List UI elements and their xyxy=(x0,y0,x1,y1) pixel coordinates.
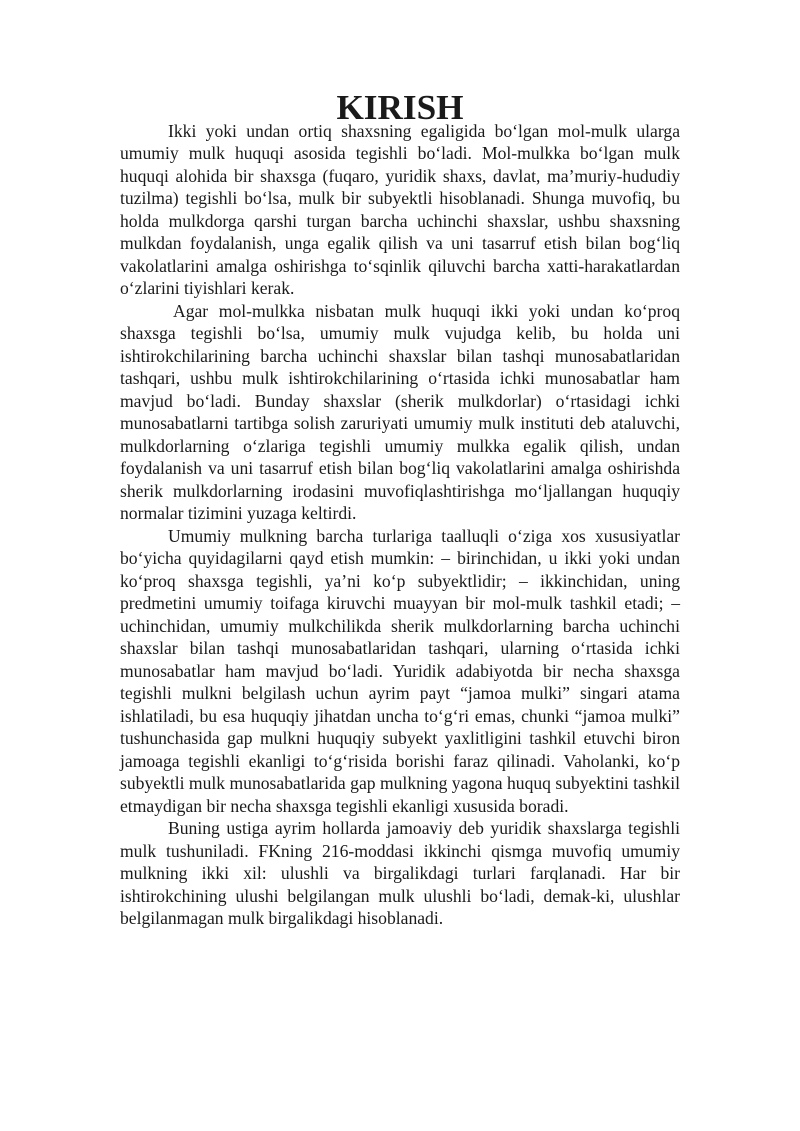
paragraph-2: Agar mol-mulkka nisbatan mulk huquqi ikki yoki undan ko‘proq shaxsga tegishli bo‘lsa, umumiy mulk vujudga kelib, bu holda uni ishtirokchilarining barcha uchinchi shaxslar bilan tashqi munosabatlaridan tashqari, ushbu mulk ishtirokchilarining o‘rtasida ichki munosabatlar ham mavjud bo‘ladi. Bunday shaxslar (sherik mulkdorlar) o‘rtasidagi ichki munosabatlarni tartibga solish zaruriyati umumiy mulk instituti deb ataluvchi, mulkdorlarning o‘zlariga tegishli umumiy mulkka egalik qilish, undan foydalanish va uni tasarruf etish bilan bog‘liq vakolatlarini amalga oshirishda sherik mulkdorlarning irodasini muvofiqlashtirishga mo‘ljallangan huquqiy normalar tizimini yuzaga keltirdi. xyxy=(120,300,680,523)
paragraph-4: Buning ustiga ayrim hollarda jamoaviy deb yuridik shaxslarga tegishli mulk tushuniladi. FKning 216-moddasi ikkinchi qismga muvofiq umumiy mulkning ikki xil: ulushli va birgalikdagi turlari farqlanadi. Har bir ishtirokchining ulushi belgilangan mulk ulushli bo‘ladi, demak-ki, ulushlar belgilanmagan mulk birgalikdagi hisoblanadi. xyxy=(120,818,680,928)
document-heading: KIRISH xyxy=(336,88,464,127)
document-body xyxy=(120,88,680,930)
paragraph-3: Umumiy mulkning barcha turlariga taalluqli o‘ziga xos xususiyatlar bo‘yicha quyidagilarni qayd etish mumkin: – birinchidan, u ikki yoki undan ko‘proq shaxsga tegishli, ya’ni ko‘p subyektlidir; – ikkinchidan, uning predmetini umumiy toifaga kiruvchi muayyan bir mol-mulk tashkil etadi; – uchinchidan, umumiy mulkchilikda sherik mulkdorlarning barcha uchinchi shaxslar bilan tashqi munosabatlaridan tashqari, ularning o‘rtasida ichki munosabatlar ham mavjud bo‘ladi. Yuridik adabiyotda bir necha shaxsga tegishli mulkni belgilash uchun ayrim payt “jamoa mulki” singari atama ishlatiladi, bu esa huquqiy jihatdan uncha to‘g‘ri emas, chunki “jamoa mulki” tushunchasida gap mulkni huquqiy subyekt yaxlitligini tashkil etuvchi biron jamoaga tegishli ekanligi to‘g‘risida borishi faraz qilinadi. Vaholanki, ko‘p subyektli mulk munosabatlarida gap mulkning yagona huquq subyektini tashkil etmaydigan bir necha shaxsga tegishli ekanligi xususida boradi. xyxy=(120,525,680,816)
paragraph-1: Ikki yoki undan ortiq shaxsning egaligida bo‘lgan mol-mulk ularga umumiy mulk huquqi asosida tegishli bo‘ladi. Mol-mulkka bo‘lgan mulk huquqi alohida bir shaxsga (fuqaro, yuridik shaxs, davlat, ma’muriy-hududiy tuzilma) tegishli bo‘lsa, mulk bir subyektli hisoblanadi. Shunga muvofiq, bu holda mulkdorga qarshi turgan barcha uchinchi shaxslar, ushbu shaxsning mulkdan foydalanish, unga egalik qilish va uni tasarruf etish bilan bog‘liq vakolatlarini amalga oshirishga to‘sqinlik qiluvchi barcha xatti-harakatlardan o‘zlarini tiyishlari kerak. xyxy=(120,120,680,298)
